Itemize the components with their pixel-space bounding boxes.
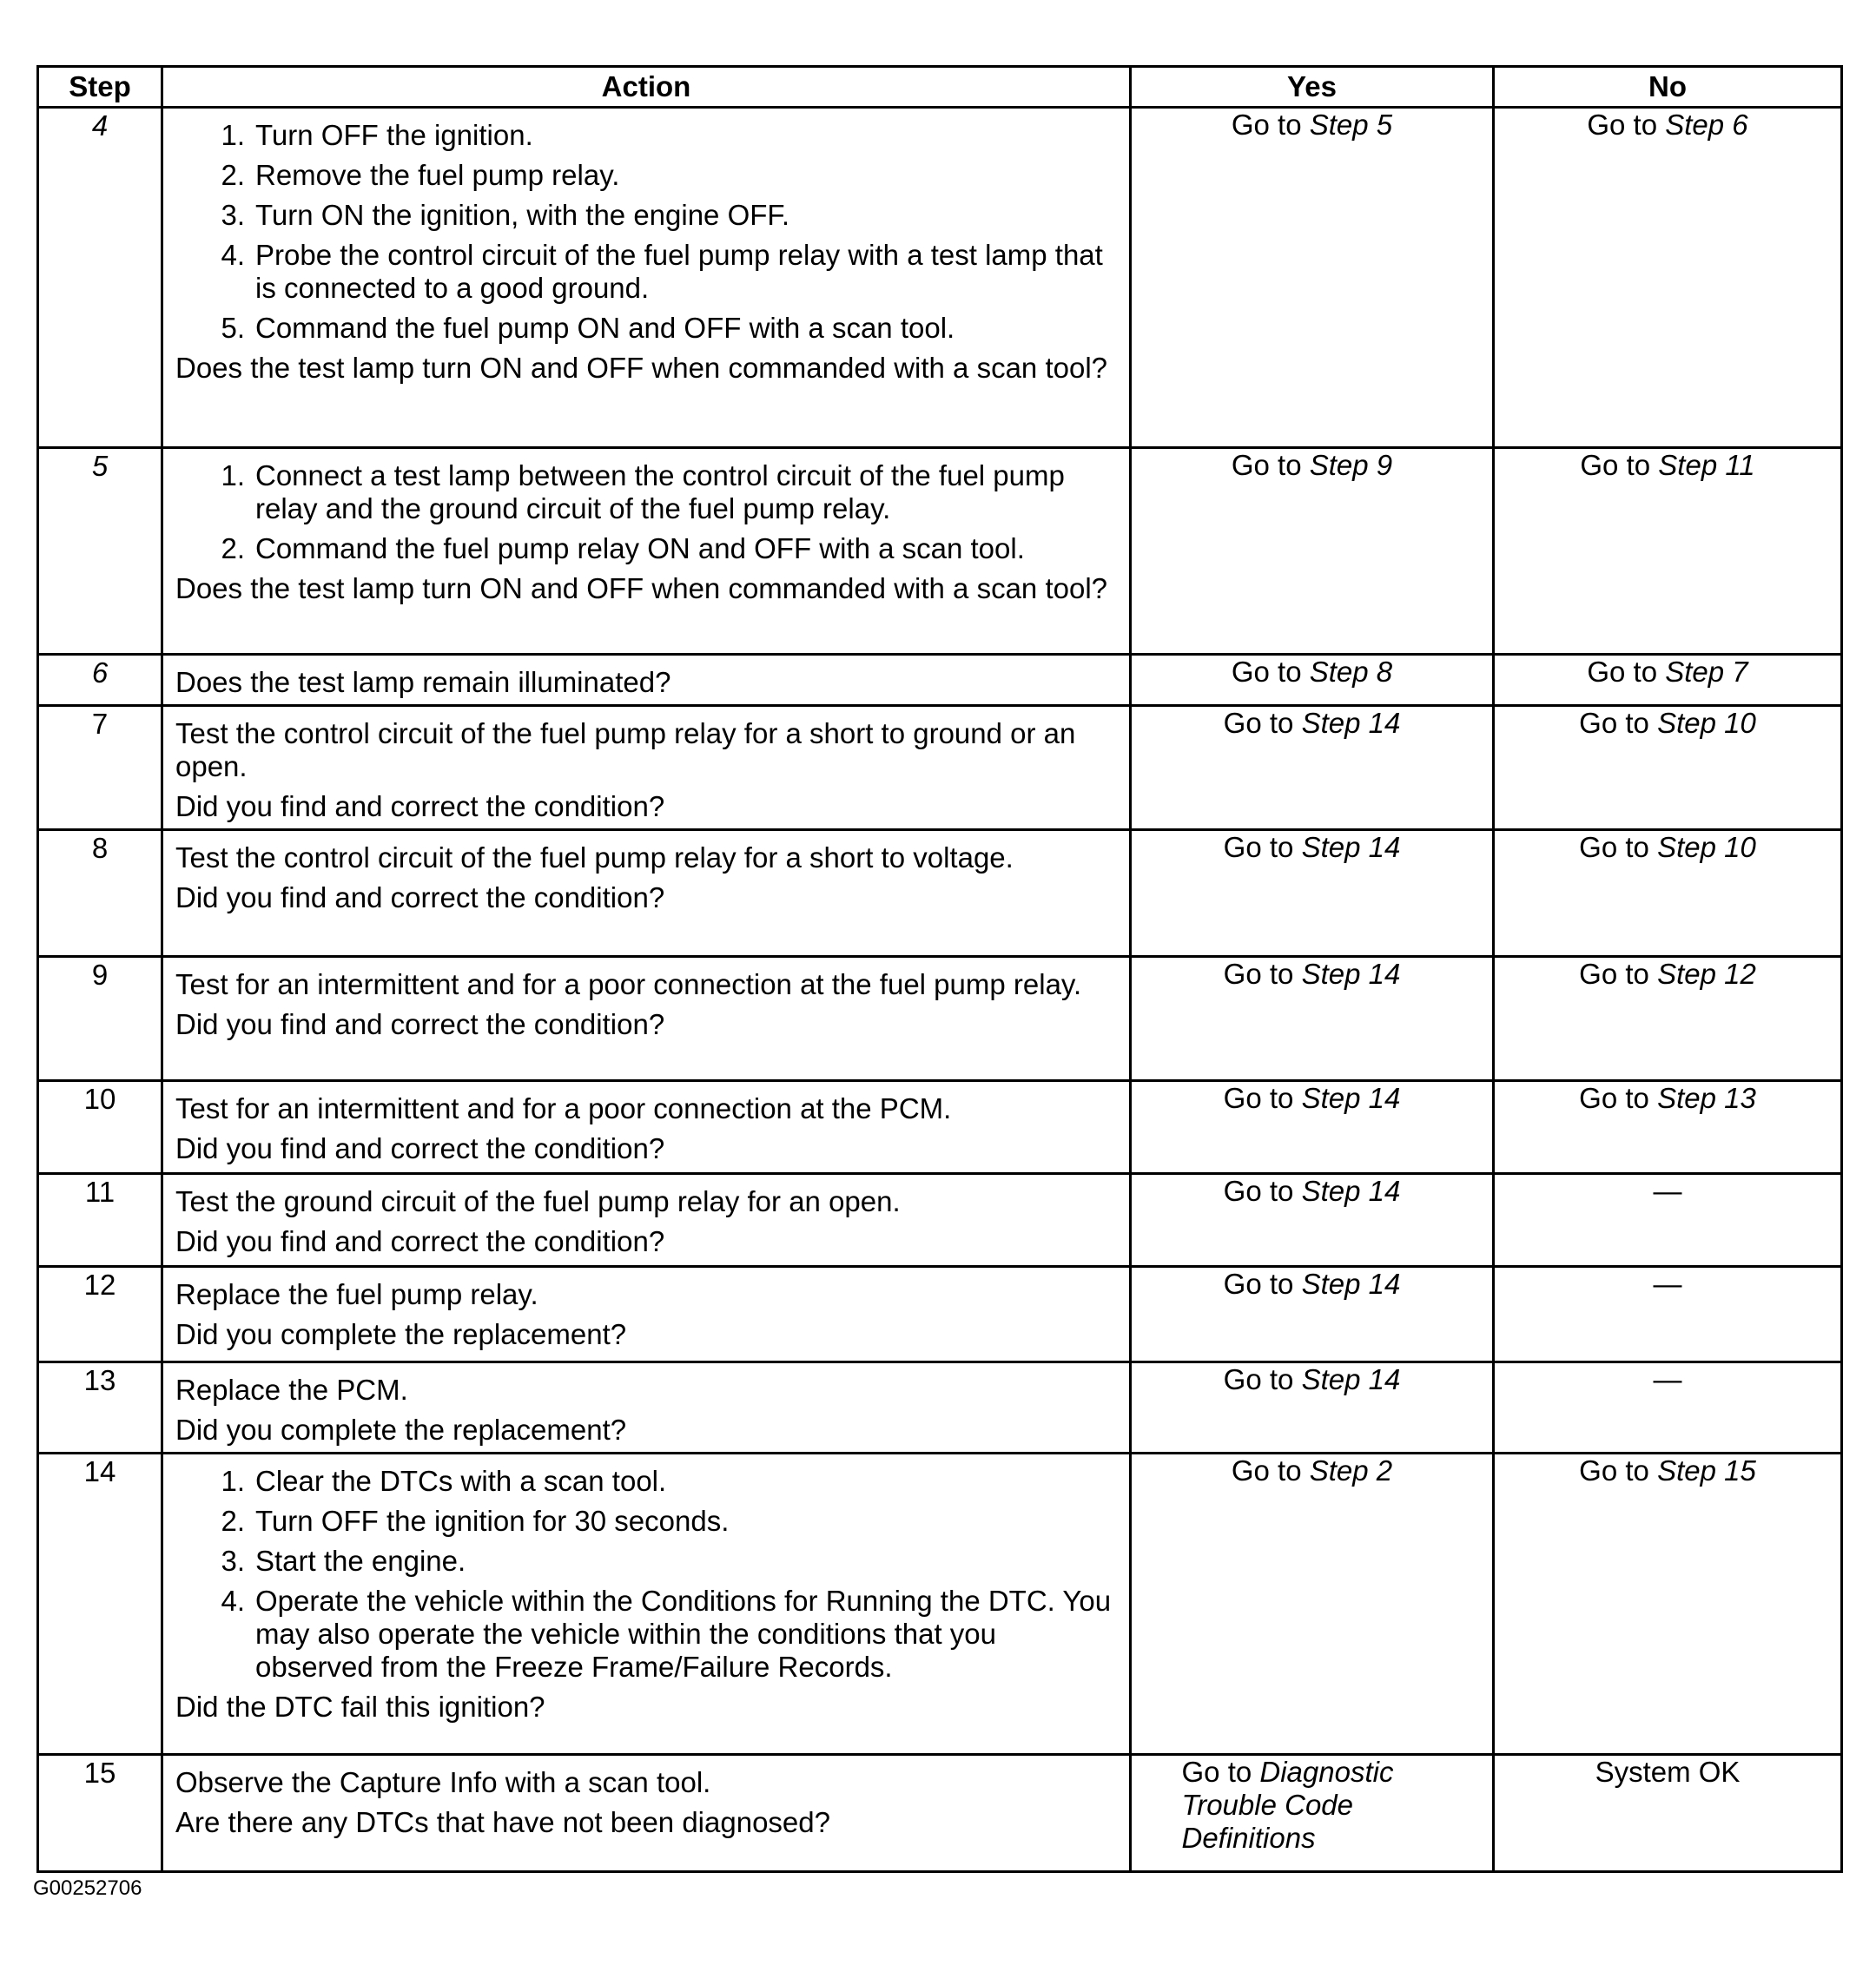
goto-target: Step 8	[1309, 656, 1393, 688]
goto-prefix: Go to	[1579, 831, 1658, 863]
header-no: No	[1494, 67, 1842, 108]
step-cell: 9	[38, 957, 162, 1081]
action-cell	[162, 706, 1131, 830]
action-list-item	[175, 1465, 1117, 1498]
no-cell	[1494, 706, 1842, 830]
goto-prefix: Go to	[1587, 656, 1666, 688]
header-action: Action	[162, 67, 1131, 108]
yes-cell	[1131, 1267, 1494, 1362]
goto-prefix: Go to	[1223, 1268, 1302, 1300]
action-text: Test the control circuit of the fuel pump relay for a short to ground or an open.	[175, 717, 1076, 782]
goto-prefix: Go to	[1223, 958, 1302, 990]
goto-prefix: Go to	[1579, 958, 1658, 990]
goto-target: Step 10	[1657, 831, 1756, 863]
goto-target: Step 12	[1657, 958, 1756, 990]
goto-target: Step 14	[1301, 1082, 1401, 1114]
yes-cell	[1131, 448, 1494, 655]
no-goto	[1500, 958, 1835, 991]
action-list-item	[175, 159, 1117, 192]
no-cell	[1494, 1081, 1842, 1174]
action-question: Does the test lamp remain illuminated?	[175, 666, 671, 698]
goto-target: Step 5	[1309, 109, 1393, 141]
action-list-item	[175, 1545, 1117, 1578]
list-text: Start the engine.	[255, 1545, 466, 1577]
step-cell: 6	[38, 655, 162, 706]
table-row	[38, 448, 1842, 655]
yes-goto	[1137, 1454, 1487, 1487]
yes-cell	[1131, 655, 1494, 706]
step-cell: 5	[38, 448, 162, 655]
action-text: Replace the PCM.	[175, 1374, 408, 1406]
yes-cell	[1131, 1362, 1494, 1454]
list-text: Turn OFF the ignition for 30 seconds.	[255, 1505, 730, 1537]
list-number: 5.	[221, 312, 245, 344]
step-cell: 8	[38, 830, 162, 957]
table-row	[38, 1755, 1842, 1872]
no-goto	[1500, 449, 1835, 482]
action-cell	[162, 830, 1131, 957]
goto-target: Step 14	[1301, 707, 1401, 739]
action-question: Does the test lamp turn ON and OFF when commanded with a scan tool?	[175, 572, 1108, 604]
list-text: Command the fuel pump ON and OFF with a scan tool.	[255, 312, 955, 344]
list-text: Turn ON the ignition, with the engine OFF.	[255, 199, 790, 231]
table-row	[38, 957, 1842, 1081]
no-goto	[1500, 1082, 1835, 1115]
step-cell: 12	[38, 1267, 162, 1362]
list-number: 1.	[221, 1465, 245, 1497]
list-number: 2.	[221, 1505, 245, 1537]
goto-target: Step 13	[1657, 1082, 1756, 1114]
goto-target: Step 14	[1301, 1363, 1401, 1395]
table-row	[38, 1267, 1842, 1362]
goto-target: Step 2	[1309, 1454, 1393, 1487]
action-text: Observe the Capture Info with a scan tool.	[175, 1766, 711, 1798]
no-cell	[1494, 1755, 1842, 1872]
no-cell	[1494, 830, 1842, 957]
no-cell	[1494, 1454, 1842, 1755]
goto-prefix: Go to	[1223, 707, 1302, 739]
action-list-item	[175, 459, 1117, 525]
action-text: Test the ground circuit of the fuel pump relay for an open.	[175, 1185, 901, 1217]
no-cell	[1494, 655, 1842, 706]
yes-cell	[1131, 1174, 1494, 1267]
goto-prefix: Go to	[1223, 1175, 1302, 1207]
no-cell	[1494, 1362, 1842, 1454]
action-cell	[162, 1267, 1131, 1362]
action-question: Did you complete the replacement?	[175, 1414, 627, 1446]
action-list-item	[175, 119, 1117, 152]
yes-goto	[1137, 958, 1487, 991]
no-text: System OK	[1595, 1756, 1741, 1788]
yes-goto	[1137, 449, 1487, 482]
action-cell	[162, 108, 1131, 448]
yes-goto	[1137, 1082, 1487, 1115]
action-cell	[162, 448, 1131, 655]
list-number: 1.	[221, 119, 245, 151]
list-number: 4.	[221, 1585, 245, 1617]
step-cell: 14	[38, 1454, 162, 1755]
no-goto	[1500, 707, 1835, 740]
action-cell	[162, 1362, 1131, 1454]
action-question: Did you find and correct the condition?	[175, 1008, 665, 1040]
list-text: Turn OFF the ignition.	[255, 119, 533, 151]
yes-cell	[1131, 108, 1494, 448]
action-question: Does the test lamp turn ON and OFF when commanded with a scan tool?	[175, 352, 1108, 384]
table-row	[38, 655, 1842, 706]
step-cell: 10	[38, 1081, 162, 1174]
action-question: Did you find and correct the condition?	[175, 1225, 665, 1257]
figure-id: G00252706	[33, 1876, 142, 1900]
list-number: 3.	[221, 1545, 245, 1577]
yes-goto	[1182, 1756, 1443, 1855]
no-cell	[1494, 1174, 1842, 1267]
action-list-item	[175, 199, 1117, 232]
step-cell: 15	[38, 1755, 162, 1872]
goto-prefix: Go to	[1223, 1363, 1302, 1395]
action-cell	[162, 1454, 1131, 1755]
yes-cell	[1131, 1081, 1494, 1174]
action-list-item	[175, 239, 1117, 305]
no-text: —	[1653, 1175, 1682, 1207]
header-row	[38, 67, 1842, 108]
goto-target: Step 14	[1301, 958, 1401, 990]
table-row	[38, 1454, 1842, 1755]
action-question: Did you complete the replacement?	[175, 1318, 627, 1350]
header-yes: Yes	[1131, 67, 1494, 108]
no-text: —	[1653, 1268, 1682, 1300]
action-cell	[162, 1081, 1131, 1174]
table-row	[38, 1174, 1842, 1267]
step-cell: 11	[38, 1174, 162, 1267]
step-cell: 4	[38, 108, 162, 448]
goto-target: Step 15	[1657, 1454, 1756, 1487]
goto-prefix: Go to	[1587, 109, 1666, 141]
action-text: Test for an intermittent and for a poor connection at the PCM.	[175, 1092, 952, 1124]
table-row	[38, 830, 1842, 957]
action-list-item	[175, 532, 1117, 565]
goto-prefix: Go to	[1231, 449, 1310, 481]
action-question: Did the DTC fail this ignition?	[175, 1691, 545, 1723]
goto-target: Diagnostic Trouble Code Definitions	[1181, 1756, 1394, 1854]
yes-goto	[1137, 1175, 1487, 1208]
yes-cell	[1131, 830, 1494, 957]
table-row	[38, 108, 1842, 448]
goto-target: Step 6	[1665, 109, 1748, 141]
yes-goto	[1137, 656, 1487, 689]
goto-prefix: Go to	[1231, 656, 1310, 688]
goto-target: Step 10	[1657, 707, 1756, 739]
list-text: Command the fuel pump relay ON and OFF with a scan tool.	[255, 532, 1025, 564]
action-question: Did you find and correct the condition?	[175, 881, 665, 913]
no-text: —	[1653, 1363, 1682, 1395]
table-header	[38, 67, 1842, 108]
list-text: Remove the fuel pump relay.	[255, 159, 620, 191]
yes-goto	[1137, 707, 1487, 740]
action-text: Replace the fuel pump relay.	[175, 1278, 538, 1310]
no-goto	[1500, 1454, 1835, 1487]
yes-cell	[1131, 706, 1494, 830]
yes-goto	[1137, 1363, 1487, 1396]
list-text: Connect a test lamp between the control circuit of the fuel pump relay and the ground circuit of the fuel pump relay.	[255, 459, 1065, 524]
no-goto	[1500, 656, 1835, 689]
goto-prefix: Go to	[1579, 707, 1658, 739]
yes-cell	[1131, 957, 1494, 1081]
goto-prefix: Go to	[1579, 1454, 1658, 1487]
header-step: Step	[38, 67, 162, 108]
action-text: Test the control circuit of the fuel pump relay for a short to voltage.	[175, 841, 1014, 874]
goto-prefix: Go to	[1223, 1082, 1302, 1114]
goto-prefix: Go to	[1579, 1082, 1658, 1114]
action-question: Did you find and correct the condition?	[175, 790, 665, 822]
step-cell: 7	[38, 706, 162, 830]
yes-cell	[1131, 1755, 1494, 1872]
table-body	[38, 108, 1842, 1872]
goto-target: Step 14	[1301, 831, 1401, 863]
list-number: 1.	[221, 459, 245, 491]
yes-cell	[1131, 1454, 1494, 1755]
goto-prefix: Go to	[1231, 1454, 1310, 1487]
action-cell	[162, 655, 1131, 706]
action-text: Test for an intermittent and for a poor connection at the fuel pump relay.	[175, 968, 1082, 1000]
goto-target: Step 14	[1301, 1268, 1401, 1300]
action-question: Did you find and correct the condition?	[175, 1132, 665, 1164]
step-cell: 13	[38, 1362, 162, 1454]
goto-prefix: Go to	[1231, 109, 1310, 141]
action-list-item	[175, 312, 1117, 345]
goto-prefix: Go to	[1580, 449, 1659, 481]
no-cell	[1494, 448, 1842, 655]
action-cell	[162, 1174, 1131, 1267]
yes-goto	[1137, 831, 1487, 864]
list-text: Clear the DTCs with a scan tool.	[255, 1465, 667, 1497]
action-cell	[162, 957, 1131, 1081]
list-number: 3.	[221, 199, 245, 231]
goto-prefix: Go to	[1223, 831, 1302, 863]
table-row	[38, 1362, 1842, 1454]
goto-target: Step 9	[1309, 449, 1393, 481]
list-text: Operate the vehicle within the Conditions for Running the DTC. You may also operate the vehicle within the conditions that you observed from the Freeze Frame/Failure Records.	[255, 1585, 1112, 1683]
action-question: Are there any DTCs that have not been diagnosed?	[175, 1806, 830, 1838]
list-number: 4.	[221, 239, 245, 271]
no-cell	[1494, 1267, 1842, 1362]
goto-target: Step 11	[1658, 449, 1755, 481]
no-cell	[1494, 108, 1842, 448]
yes-goto	[1137, 1268, 1487, 1301]
diagnostic-table	[36, 65, 1843, 1873]
action-list-item	[175, 1585, 1117, 1684]
table-row	[38, 706, 1842, 830]
table-row	[38, 1081, 1842, 1174]
action-cell	[162, 1755, 1131, 1872]
yes-goto	[1137, 109, 1487, 142]
goto-target: Step 14	[1301, 1175, 1401, 1207]
goto-prefix: Go to	[1181, 1756, 1260, 1788]
no-cell	[1494, 957, 1842, 1081]
goto-target: Step 7	[1665, 656, 1748, 688]
no-goto	[1500, 109, 1835, 142]
list-number: 2.	[221, 159, 245, 191]
list-number: 2.	[221, 532, 245, 564]
no-goto	[1500, 831, 1835, 864]
list-text: Probe the control circuit of the fuel pump relay with a test lamp that is connected to a good ground.	[255, 239, 1103, 304]
action-list-item	[175, 1505, 1117, 1538]
